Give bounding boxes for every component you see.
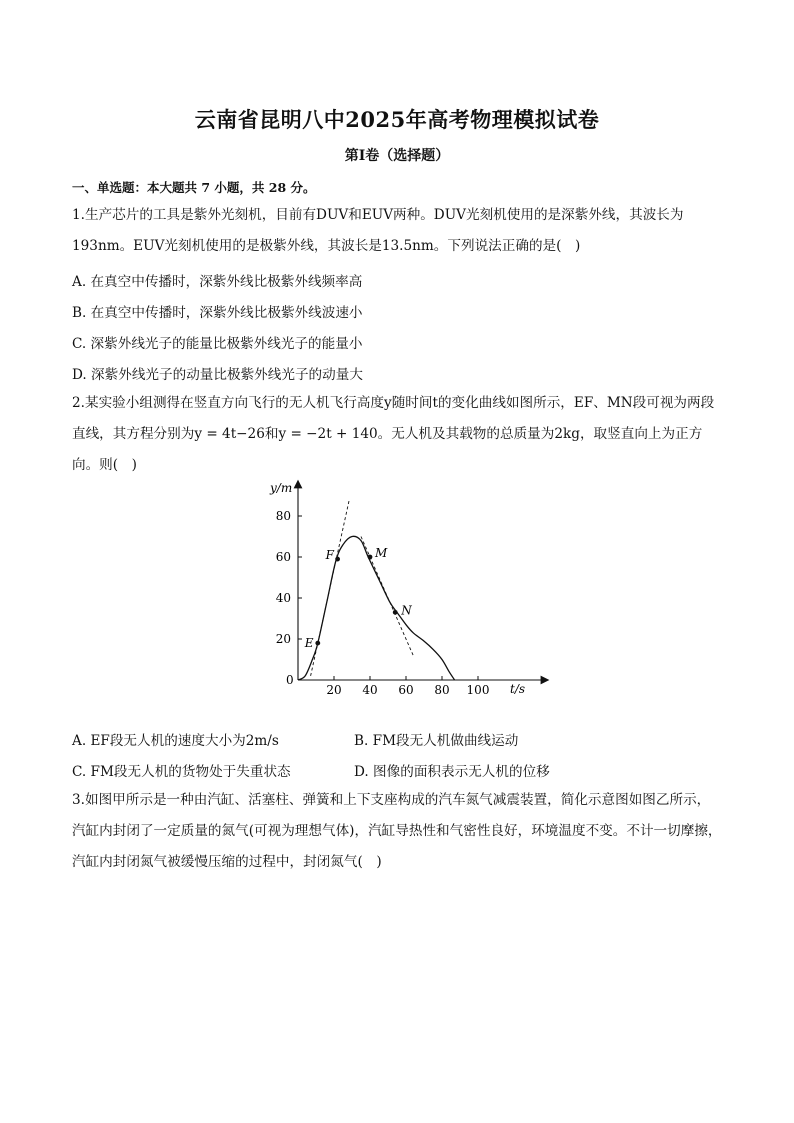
x-tick-label: 80 <box>434 683 450 697</box>
question-1-option-d: D. 深紫外线光子的动量比极紫外线光子的动量大 <box>72 367 363 383</box>
y-t-chart-svg <box>260 476 560 701</box>
y-tick-label: 20 <box>275 632 291 646</box>
question-2-option-c: C. FM段无人机的货物处于失重状态 <box>72 764 291 780</box>
x-axis-label: t/s <box>510 682 526 696</box>
point-label: M <box>375 546 388 560</box>
question-2-option-a: A. EF段无人机的速度大小为2m/s <box>72 733 279 749</box>
question-2-stem: 2.某实验小组测得在竖直方向飞行的无人机飞行高度y随时间t的变化曲线如图所示，EF、MN段可视为两段直线，其方程分别为y = 4t−26和y = −2t + 140。无人机及其载物的总质量为2kg，取竖直向上为正方向。则( ) <box>72 395 715 473</box>
x-tick-label: 100 <box>466 683 490 697</box>
exam-title: 云南省昆明八中2025年高考物理模拟试卷 <box>194 107 600 132</box>
point-m <box>368 555 373 560</box>
question-1-option-b: B. 在真空中传播时，深紫外线比极紫外线波速小 <box>72 305 363 321</box>
point-label: E <box>304 636 314 651</box>
x-tick-label: 60 <box>398 683 414 697</box>
question-1-option-a: A. 在真空中传播时，深紫外线比极紫外线频率高 <box>72 274 363 290</box>
section-heading: 一、单选题：本大题共 7 小题，共 28 分。 <box>72 180 316 195</box>
exam-subtitle: 第Ⅰ卷（选择题） <box>344 148 450 164</box>
y-tick-label: 80 <box>275 509 291 523</box>
y-tick-label: 60 <box>275 550 291 564</box>
point-label: F <box>325 548 334 563</box>
point-f <box>335 557 340 562</box>
question-2-option-b: B. FM段无人机做曲线运动 <box>354 733 519 749</box>
question-1-option-c: C. 深紫外线光子的能量比极紫外线光子的能量小 <box>72 336 363 352</box>
y-t-graph <box>260 476 560 705</box>
point-label: N <box>401 603 412 618</box>
y-tick-label: 40 <box>275 591 291 605</box>
question-3-stem: 3.如图甲所示是一种由汽缸、活塞柱、弹簧和上下支座构成的汽车氮气减震装置，简化示意图如图乙所示，汽缸内封闭了一定质量的氮气(可视为理想气体)，汽缸导热性和气密性良好，环境温度不变。不计一切摩擦，汽缸内封闭氮气被缓慢压缩的过程中，封闭氮气( ) <box>72 792 722 870</box>
question-2-option-d: D. 图像的面积表示无人机的位移 <box>354 764 550 780</box>
x-tick-label: 20 <box>326 683 342 697</box>
y-axis-label: y/m <box>270 481 293 495</box>
point-n <box>393 610 398 615</box>
x-tick-label: 40 <box>362 683 378 697</box>
question-1-stem: 1.生产芯片的工具是紫外光刻机，目前有DUV和EUV两种。DUV光刻机使用的是深紫外线，其波长为193nm。EUV光刻机使用的是极紫外线，其波长是13.5nm。下列说法正确的是( ) <box>72 207 684 254</box>
origin-label: 0 <box>286 673 294 687</box>
point-e <box>315 641 320 646</box>
